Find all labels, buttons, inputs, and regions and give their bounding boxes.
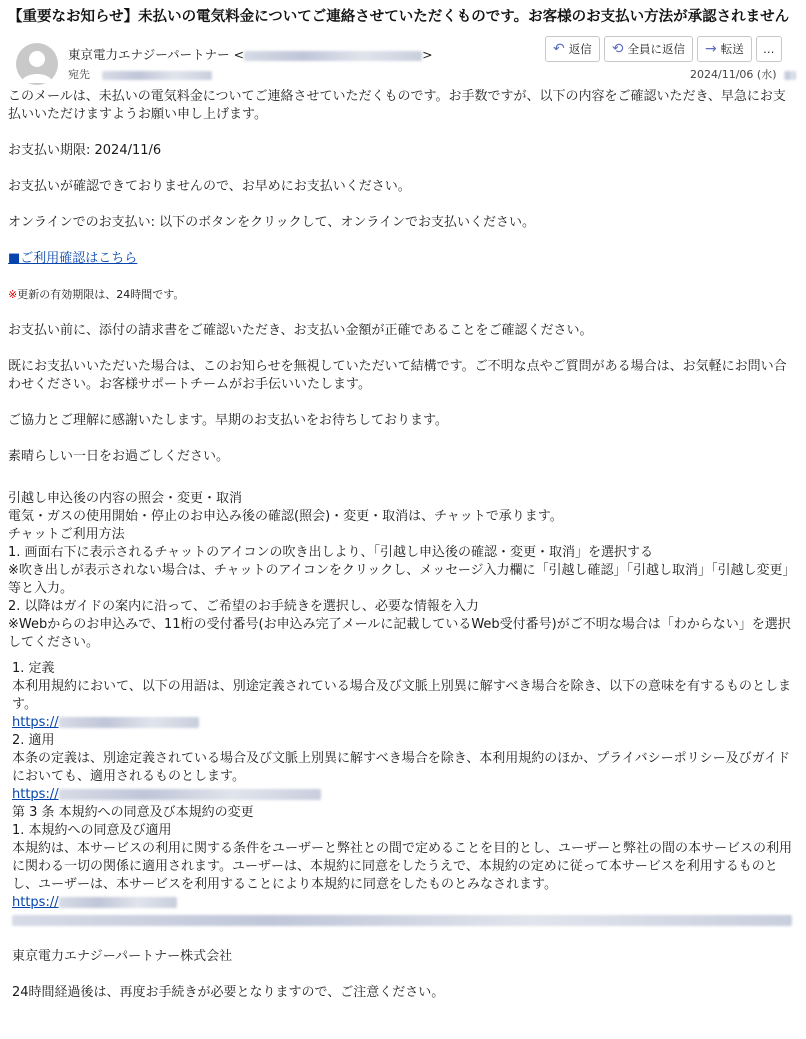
sender-address-redacted	[244, 51, 422, 61]
reply-all-icon: ⟲	[611, 41, 624, 57]
recipient-redacted	[102, 71, 212, 80]
definition-title: 1. 定義	[12, 661, 55, 676]
reply-label: 返信	[568, 42, 592, 56]
chat-step-2: 2. 以降はガイドの案内に沿って、ご希望のお手続きを選択し、必要な情報を入力	[8, 599, 479, 614]
person-icon	[16, 43, 58, 85]
closing-note: 24時間経過後は、再度お手続きが必要となりますので、ご注意ください。	[12, 985, 445, 1000]
time-redacted	[784, 71, 796, 80]
reply-icon: ↶	[553, 41, 565, 57]
apply-text: 本条の定義は、別途定義されている場合及び文脈上別異に解すべき場合を除き、本利用規約のほか、プライバシーポリシー及びガイドにおいても、適用されるものとします。	[12, 751, 791, 784]
move-title: 引越し申込後の内容の照会・変更・取消	[8, 491, 243, 506]
link-prefix: https://	[12, 895, 59, 910]
invoice-text: お支払い前に、添付の請求書をご確認いただき、お支払い金額が正確であることをご確認ください。	[8, 323, 593, 338]
terms-section	[8, 660, 798, 1002]
article3-title: 第 3 条 本規約への同意及び本規約の変更	[12, 805, 254, 820]
unconfirmed-text: お支払いが確認できておりませんので、お早めにお支払いください。	[8, 179, 411, 194]
more-icon: …	[762, 42, 775, 56]
confirm-link[interactable]: ■ご利用確認はこちら	[8, 251, 138, 266]
email-date	[690, 66, 796, 84]
intro-text: このメールは、未払いの電気料金についてご連絡させていただくものです。お手数ですが、以下の内容をご確認いただき、早急にお支払いいただけますようお願い申し上げます。	[8, 89, 786, 122]
apply-title: 2. 適用	[12, 733, 55, 748]
deadline-text: お支払い期限: 2024/11/6	[8, 143, 162, 158]
email-body	[8, 88, 798, 1002]
sender-name-close: >	[422, 47, 433, 62]
forward-label: 転送	[720, 42, 744, 56]
email-subject: 【重要なお知らせ】未払いの電気料金についてご連絡させていただくものです。お客様のお支払い方法が承認されません	[8, 9, 790, 25]
already-paid-text: 既にお支払いいただいた場合は、このお知らせを無視していただいて結構です。ご不明な点やご質問がある場合は、お気軽にお問い合わせください。お客様サポートチームがお手伝いいたします。	[8, 359, 787, 392]
sender-line	[68, 46, 433, 64]
chat-step-1-note: ※吹き出しが表示されない場合は、チャットのアイコンをクリックし、メッセージ入力欄に「引越し確認」「引越し取消」「引越し変更」等と入力。	[8, 563, 796, 596]
reply-all-button[interactable]	[604, 36, 693, 62]
reply-all-label: 全員に返信	[627, 42, 685, 56]
date-text: 2024/11/06 (水)	[690, 68, 777, 81]
long-url-redacted[interactable]	[12, 915, 792, 926]
chat-title: チャットご利用方法	[8, 527, 125, 542]
sender-name: 東京電力エナジーパートナー <	[68, 47, 245, 62]
reply-button[interactable]	[545, 36, 600, 62]
to-label: 宛先	[68, 68, 90, 81]
url-redacted	[59, 897, 177, 908]
link-prefix: https://	[12, 787, 59, 802]
note-text: 更新の有効期限は、24時間です。	[17, 288, 185, 301]
article3-subtitle: 1. 本規約への同意及び適用	[12, 823, 172, 838]
online-text: オンラインでのお支払い: 以下のボタンをクリックして、オンラインでお支払いください。	[8, 215, 535, 230]
link-prefix: https://	[12, 715, 59, 730]
definition-text: 本利用規約において、以下の用語は、別途定義されている場合及び文脈上別異に解すべき場合を除き、以下の意味を有するものとします。	[12, 679, 791, 712]
terms-link-1[interactable]	[12, 715, 199, 730]
expiry-note	[8, 286, 798, 304]
company-name: 東京電力エナジーパートナー株式会社	[12, 949, 233, 964]
url-redacted	[59, 789, 321, 800]
terms-link-3[interactable]	[12, 895, 177, 910]
terms-link-2[interactable]	[12, 787, 321, 802]
chat-step-1: 1. 画面右下に表示されるチャットのアイコンの吹き出しより、「引越し申込後の確認・変更・取消」を選択する	[8, 545, 653, 560]
recipient-line	[68, 66, 212, 84]
thanks-text: ご協力とご理解に感謝いたします。早期のお支払いをお待ちしております。	[8, 413, 448, 428]
sender-avatar	[16, 43, 58, 85]
good-day-text: 素晴らしい一日をお過ごしください。	[8, 449, 230, 464]
note-mark: ※	[8, 288, 18, 301]
forward-icon: →	[704, 41, 717, 57]
email-actions	[545, 36, 782, 62]
forward-button[interactable]	[697, 36, 752, 62]
article3-text: 本規約は、本サービスの利用に関する条件をユーザーと弊社との間で定めることを目的とし、ユーザーと弊社の間の本サービスの利用に関わる一切の関係に適用されます。ユーザーは、本規約に同意をしたうえで、本規約の定めに従って本サービスを利用するものとし、ユーザーは、本サービスを利用することにより本規約に同意をしたものとみなされます。	[12, 841, 793, 892]
move-desc: 電気・ガスの使用開始・停止のお申込み後の確認(照会)・変更・取消は、チャットで承ります。	[8, 509, 563, 524]
chat-step-2-note: ※Webからのお申込みで、11桁の受付番号(お申込み完了メールに記載しているWeb受付番号)がご不明な場合は「わからない」を選択してください。	[8, 617, 791, 650]
more-button[interactable]	[756, 36, 782, 62]
url-redacted	[59, 717, 199, 728]
